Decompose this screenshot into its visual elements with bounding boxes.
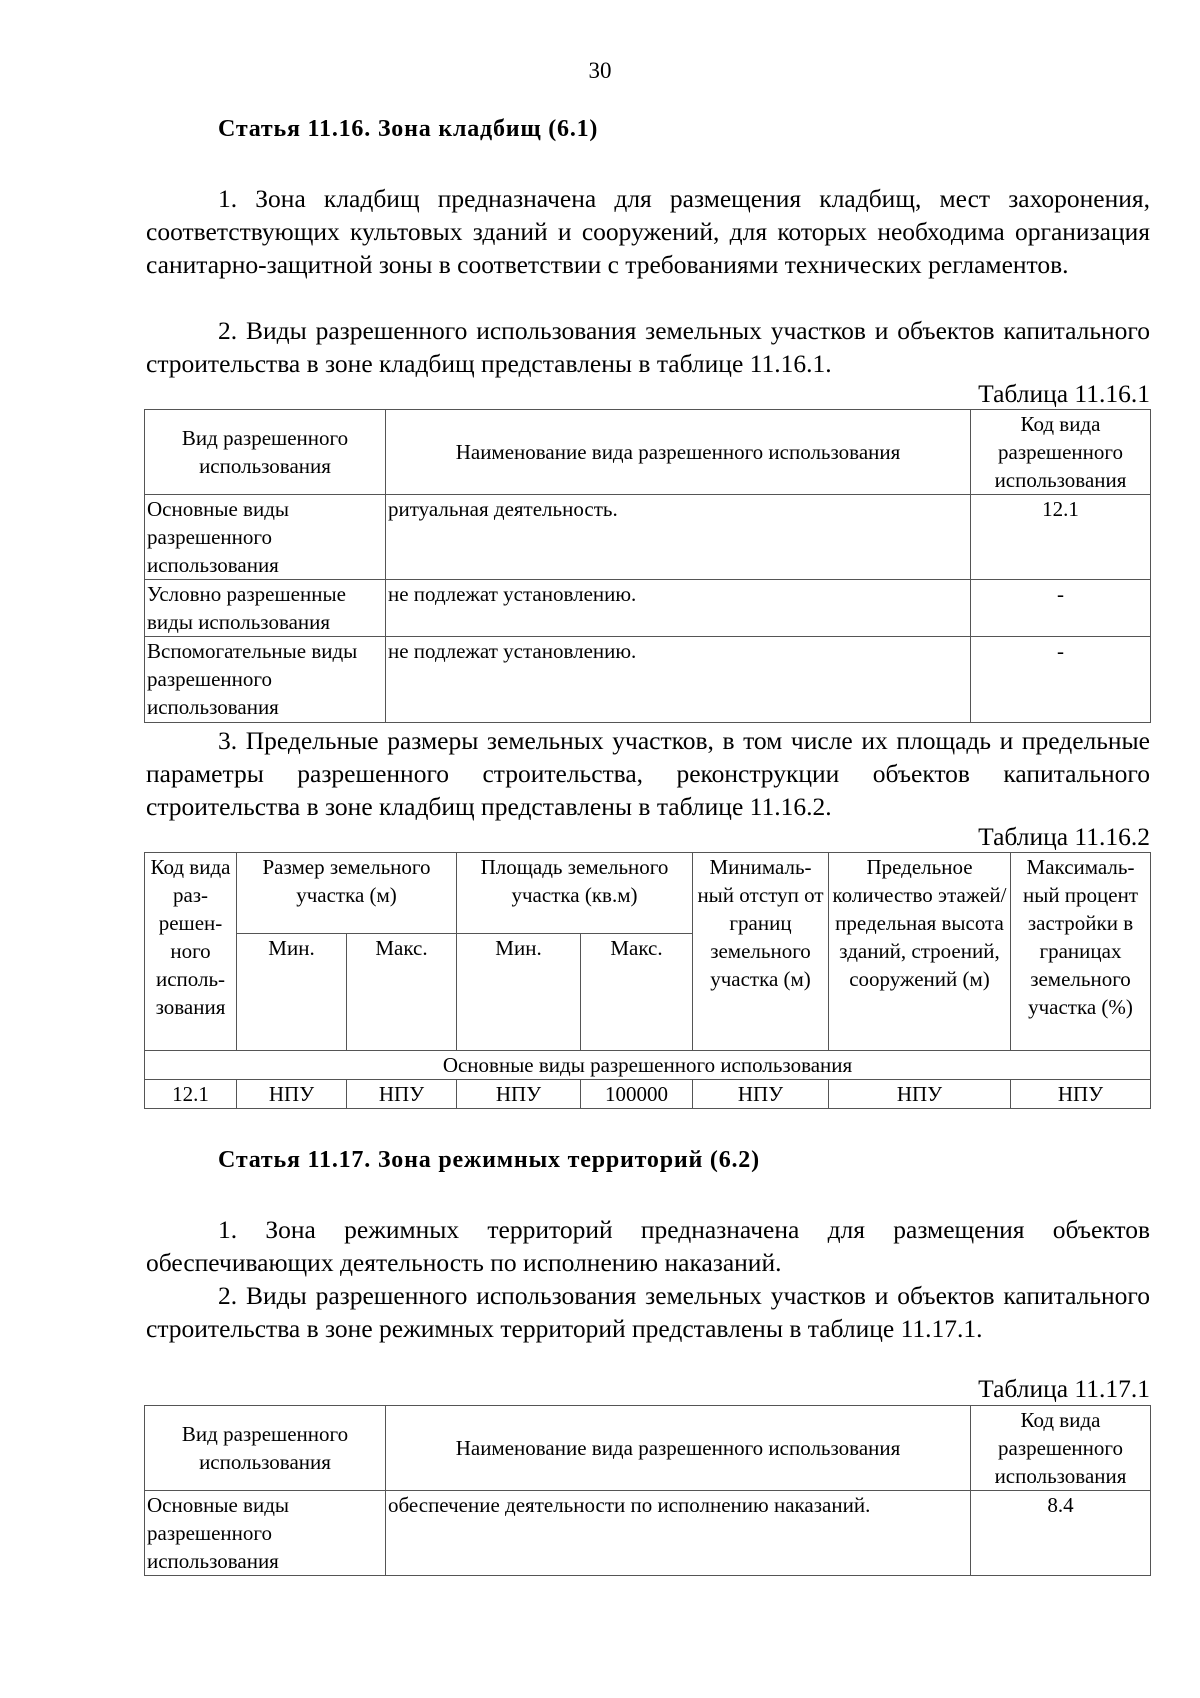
- table-header-row: [145, 1406, 1151, 1491]
- header-cell: Наименование вида разрешенного использования: [386, 1406, 971, 1491]
- table-row: [145, 1491, 1151, 1576]
- article-11-16-paragraph-3: 3. Предельные размеры земельных участков, в том числе их площадь и предельные параметры разрешенного строительства, реконструкции объектов капитального строительства в зоне кладбищ представлены в таблице 11.16.2.: [146, 726, 1150, 821]
- table-cell: Вспомогательные виды разрешенного использования: [145, 637, 386, 723]
- table-11-16-2-caption: Таблица 11.16.2: [978, 822, 1150, 851]
- table-header-row: [145, 853, 1151, 934]
- article-11-16-paragraph-2: 2. Виды разрешенного использования земельных участков и объектов капитального строительства в зоне кладбищ представлены в таблице 11.16.1.: [146, 316, 1150, 378]
- table-row: [145, 580, 1151, 637]
- table-11-17-1-caption: Таблица 11.17.1: [978, 1374, 1150, 1403]
- header-cell: Код вида разрешенного использования: [971, 410, 1151, 495]
- table-cell: -: [971, 580, 1151, 637]
- table-cell: 100000: [581, 1080, 693, 1109]
- header-cell: Минималь-ный отступ от границ земельного участка (м): [693, 853, 829, 1051]
- table-cell: -: [971, 637, 1151, 723]
- section-cell: Основные виды разрешенного использования: [145, 1051, 1151, 1080]
- table-11-16-2: [144, 852, 1151, 1109]
- table-cell: Основные виды разрешенного использования: [145, 1491, 386, 1576]
- table-cell: Основные виды разрешенного использования: [145, 495, 386, 580]
- table-11-16-1-caption: Таблица 11.16.1: [978, 379, 1150, 408]
- table-cell: 8.4: [971, 1491, 1151, 1576]
- table-cell: НПУ: [693, 1080, 829, 1109]
- article-11-16-heading: Статья 11.16. Зона кладбищ (6.1): [218, 116, 599, 142]
- table-cell: НПУ: [237, 1080, 347, 1109]
- table-header-row: [145, 410, 1151, 495]
- table-cell: НПУ: [347, 1080, 457, 1109]
- header-cell: Макс.: [581, 934, 693, 1051]
- table-cell: НПУ: [1011, 1080, 1151, 1109]
- header-cell: Мин.: [237, 934, 347, 1051]
- article-11-16-paragraph-1: 1. Зона кладбищ предназначена для размещения кладбищ, мест захоронения, соответствующих культовых зданий и сооружений, для которых необходима организация санитарно-защитной зоны в соответствии с требованиями технических регламентов.: [146, 184, 1150, 279]
- table-cell: 12.1: [971, 495, 1151, 580]
- header-cell: Площадь земельного участка (кв.м): [457, 853, 693, 934]
- table-cell: не подлежат установлению.: [386, 637, 971, 723]
- header-cell: Макс.: [347, 934, 457, 1051]
- page-number: 30: [588, 58, 612, 83]
- header-cell: Код вида разрешенного использования: [971, 1406, 1151, 1491]
- article-11-17-paragraph-2: 2. Виды разрешенного использования земельных участков и объектов капитального строительства в зоне режимных территорий представлены в таблице 11.17.1.: [146, 1281, 1150, 1343]
- header-cell: Код вида раз-решен-ного исполь-зования: [145, 853, 237, 1051]
- table-11-16-1: [144, 409, 1151, 723]
- table-cell: Условно разрешенные виды использования: [145, 580, 386, 637]
- article-11-17-heading: Статья 11.17. Зона режимных территорий (6.2): [218, 1147, 760, 1173]
- table-cell: не подлежат установлению.: [386, 580, 971, 637]
- header-cell: Вид разрешенного использования: [145, 410, 386, 495]
- table-cell: НПУ: [457, 1080, 581, 1109]
- table-section-row: [145, 1051, 1151, 1080]
- header-cell: Предельное количество этажей/ предельная высота зданий, строений, сооружений (м): [829, 853, 1011, 1051]
- article-11-17-paragraph-1: 1. Зона режимных территорий предназначена для размещения объектов обеспечивающих деятельность по исполнению наказаний.: [146, 1215, 1150, 1277]
- table-row: [145, 495, 1151, 580]
- table-row: [145, 637, 1151, 723]
- table-11-17-1: [144, 1405, 1151, 1576]
- table-cell: 12.1: [145, 1080, 237, 1109]
- header-cell: Вид разрешенного использования: [145, 1406, 386, 1491]
- table-cell: ритуальная деятельность.: [386, 495, 971, 580]
- header-cell: Наименование вида разрешенного использования: [386, 410, 971, 495]
- table-row: [145, 1080, 1151, 1109]
- header-cell: Размер земельного участка (м): [237, 853, 457, 934]
- header-cell: Мин.: [457, 934, 581, 1051]
- table-cell: обеспечение деятельности по исполнению наказаний.: [386, 1491, 971, 1576]
- table-cell: НПУ: [829, 1080, 1011, 1109]
- header-cell: Максималь-ный процент застройки в границах земельного участка (%): [1011, 853, 1151, 1051]
